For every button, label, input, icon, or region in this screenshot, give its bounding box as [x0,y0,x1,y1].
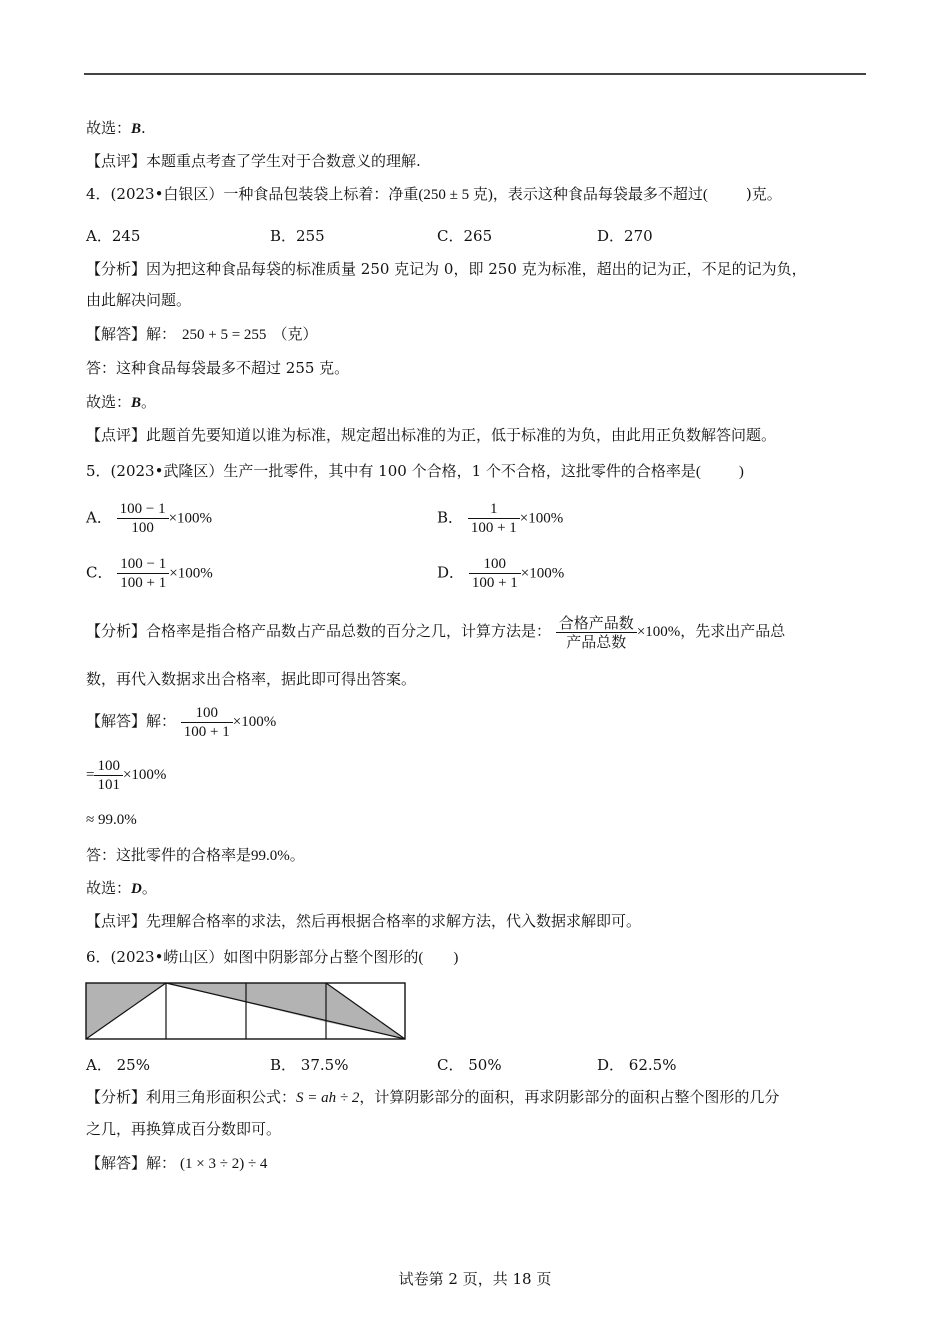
q4-choose-line [86,392,156,413]
answer-label: 【解答】解： [86,325,177,343]
q4-option-c: C．265 [437,227,493,245]
answer-label: 【解答】解： [86,1154,177,1172]
q4-paren-open: ( [702,187,708,203]
q4-analysis-1: 【分析】因为把这种食品每袋的标准质量 250 克记为 0，即 250 克为标准，超出的记为正，不足的记为负， [86,260,807,278]
q3-comment: 【点评】本题重点考查了学生对于合数意义的理解. [86,152,421,170]
fraction-tail: ×100% [520,565,565,582]
q4-analysis-2: 由此解决问题。 [86,291,192,309]
q5-reply [86,845,305,866]
q5-analysis-2: 数，再代入数据求出合格率，据此即可得出答案。 [86,670,417,688]
fraction-denominator: 100 + 1 [469,573,521,592]
q5-option-b [437,500,563,537]
q6-paren-close: ) [453,950,459,966]
q4-paren-close: )克。 [745,185,782,203]
analysis-text: 【分析】利用三角形面积公式： [86,1088,297,1106]
q5-option-d [437,555,564,592]
fraction-denominator: 100 + 1 [117,573,169,592]
q4-option-a: A．245 [86,227,141,245]
fraction-numerator: 100 [97,758,120,774]
fraction-denominator: 100 [117,518,169,537]
q5-answer-step3: ≈ 99.0% [86,812,137,828]
q3-choose-line [86,118,146,139]
q6-paren-open: ( [418,950,424,966]
choose-answer: B [131,121,142,137]
fraction-tail: ×100% [169,565,213,582]
q5-analysis-1 [86,612,785,651]
q4-comment: 【点评】此题首先要知道以谁为标准，规定超出标准的为正，低于标准的为负，由此用正负数解答问题。 [86,426,777,444]
fraction-numerator: 100 [195,704,219,721]
fraction-numerator: 100 − 1 [119,501,166,517]
fraction [117,500,169,537]
fraction [181,704,233,741]
fraction-denominator: 产品总数 [556,632,637,651]
reply-end: 。 [289,846,305,864]
answer-label: 【解答】解： [86,712,177,730]
fraction [469,555,521,592]
q5-answer-step2 [86,757,166,794]
q4-stem-text-2: ，表示这种食品每袋最多不超过 [492,185,703,203]
q6-answer [86,1153,267,1174]
reply-text: 答：这批零件的合格率是 [86,846,252,864]
equals-sign: = [86,766,95,783]
q4-option-b: B．255 [270,227,325,245]
q5-comment: 【点评】先理解合格率的求法，然后再根据合格率的求解方法，代入数据求解即可。 [86,912,642,930]
choose-answer: B [131,395,142,411]
q6-stem [86,947,458,968]
q4-answer-unit: （克） [272,325,318,343]
q4-stem [86,184,782,205]
q5-paren-close: ) [738,464,744,480]
choose-end: 。 [141,393,157,411]
fraction-numerator: 1 [490,501,498,517]
q6-analysis-1 [86,1087,779,1108]
fraction-numerator: 100 − 1 [120,556,167,572]
q6-stem-text: 6．(2023•崂山区）如图中阴影部分占整个图形的 [86,948,419,966]
fraction-denominator: 100 + 1 [181,722,233,741]
reply-math: 99.0% [251,848,290,864]
option-label: D． [437,563,465,582]
choose-label: 故选： [86,393,132,411]
q6-option-a: A． 25% [86,1056,150,1074]
q5-paren-open: ( [695,464,701,480]
fraction-denominator: 100 + 1 [468,518,520,537]
analysis-text: 【分析】合格率是指合格产品数占产品总数的百分之几，计算方法是： [86,622,552,640]
q5-answer-step1 [86,702,276,741]
q5-option-a [86,500,212,537]
page-footer: 试卷第 2 页，共 18 页 [398,1270,552,1288]
q6-option-d: D． 62.5% [597,1056,677,1074]
option-label: C． [86,563,113,582]
fraction [468,500,520,537]
q5-stem-text: 5．(2023•武隆区）生产一批零件，其中有 100 个合格，1 个不合格，这批零件的合格率是 [86,462,696,480]
choose-label: 故选： [86,119,132,137]
fraction-tail: ×100% [232,714,277,730]
choose-label: 故选： [86,879,132,897]
header-rule [84,73,866,75]
fraction-denominator: 101 [94,775,123,794]
q6-formula: S = ah ÷ 2 [296,1090,360,1106]
option-label: A． [86,508,112,527]
q5-choose-line [86,878,157,899]
q4-option-d: D．270 [597,227,653,245]
q6-shaded-figure [84,980,412,1042]
q6-answer-math: (1 × 3 ÷ 2) ÷ 4 [180,1156,268,1172]
fraction-numerator: 合格产品数 [558,613,634,632]
option-label: B． [437,508,464,527]
fraction-tail: ×100% [519,510,564,527]
analysis-text-2: ，计算阴影部分的面积，再求阴影部分的面积占整个图形的几分 [359,1088,780,1106]
choose-end: . [141,119,146,137]
q4-stem-math: (250 ± 5 克) [418,187,493,203]
q6-analysis-2: 之几，再换算成百分数即可。 [86,1120,282,1138]
q4-answer-math: 250 + 5 = 255 [182,327,267,343]
fraction [117,555,169,592]
choose-end: 。 [141,879,157,897]
fraction-tail: ×100% [168,510,213,527]
fraction-tail: ×100% [636,624,681,640]
q4-reply: 答：这种食品每袋最多不超过 255 克。 [86,359,350,377]
q4-stem-text: 4．(2023•白银区）一种食品包装袋上标着：净重 [86,185,419,203]
fraction-numerator: 100 [483,556,507,572]
choose-answer: D [131,881,142,897]
fraction-tail: ×100% [122,766,167,783]
fraction [94,757,123,794]
analysis-text-2: ，先求出产品总 [680,622,786,640]
q5-stem [86,461,744,482]
q5-option-c [86,555,213,592]
q4-answer [86,324,317,345]
fraction [556,614,637,651]
q6-option-b: B． 37.5% [270,1056,349,1074]
q6-option-c: C． 50% [437,1056,502,1074]
